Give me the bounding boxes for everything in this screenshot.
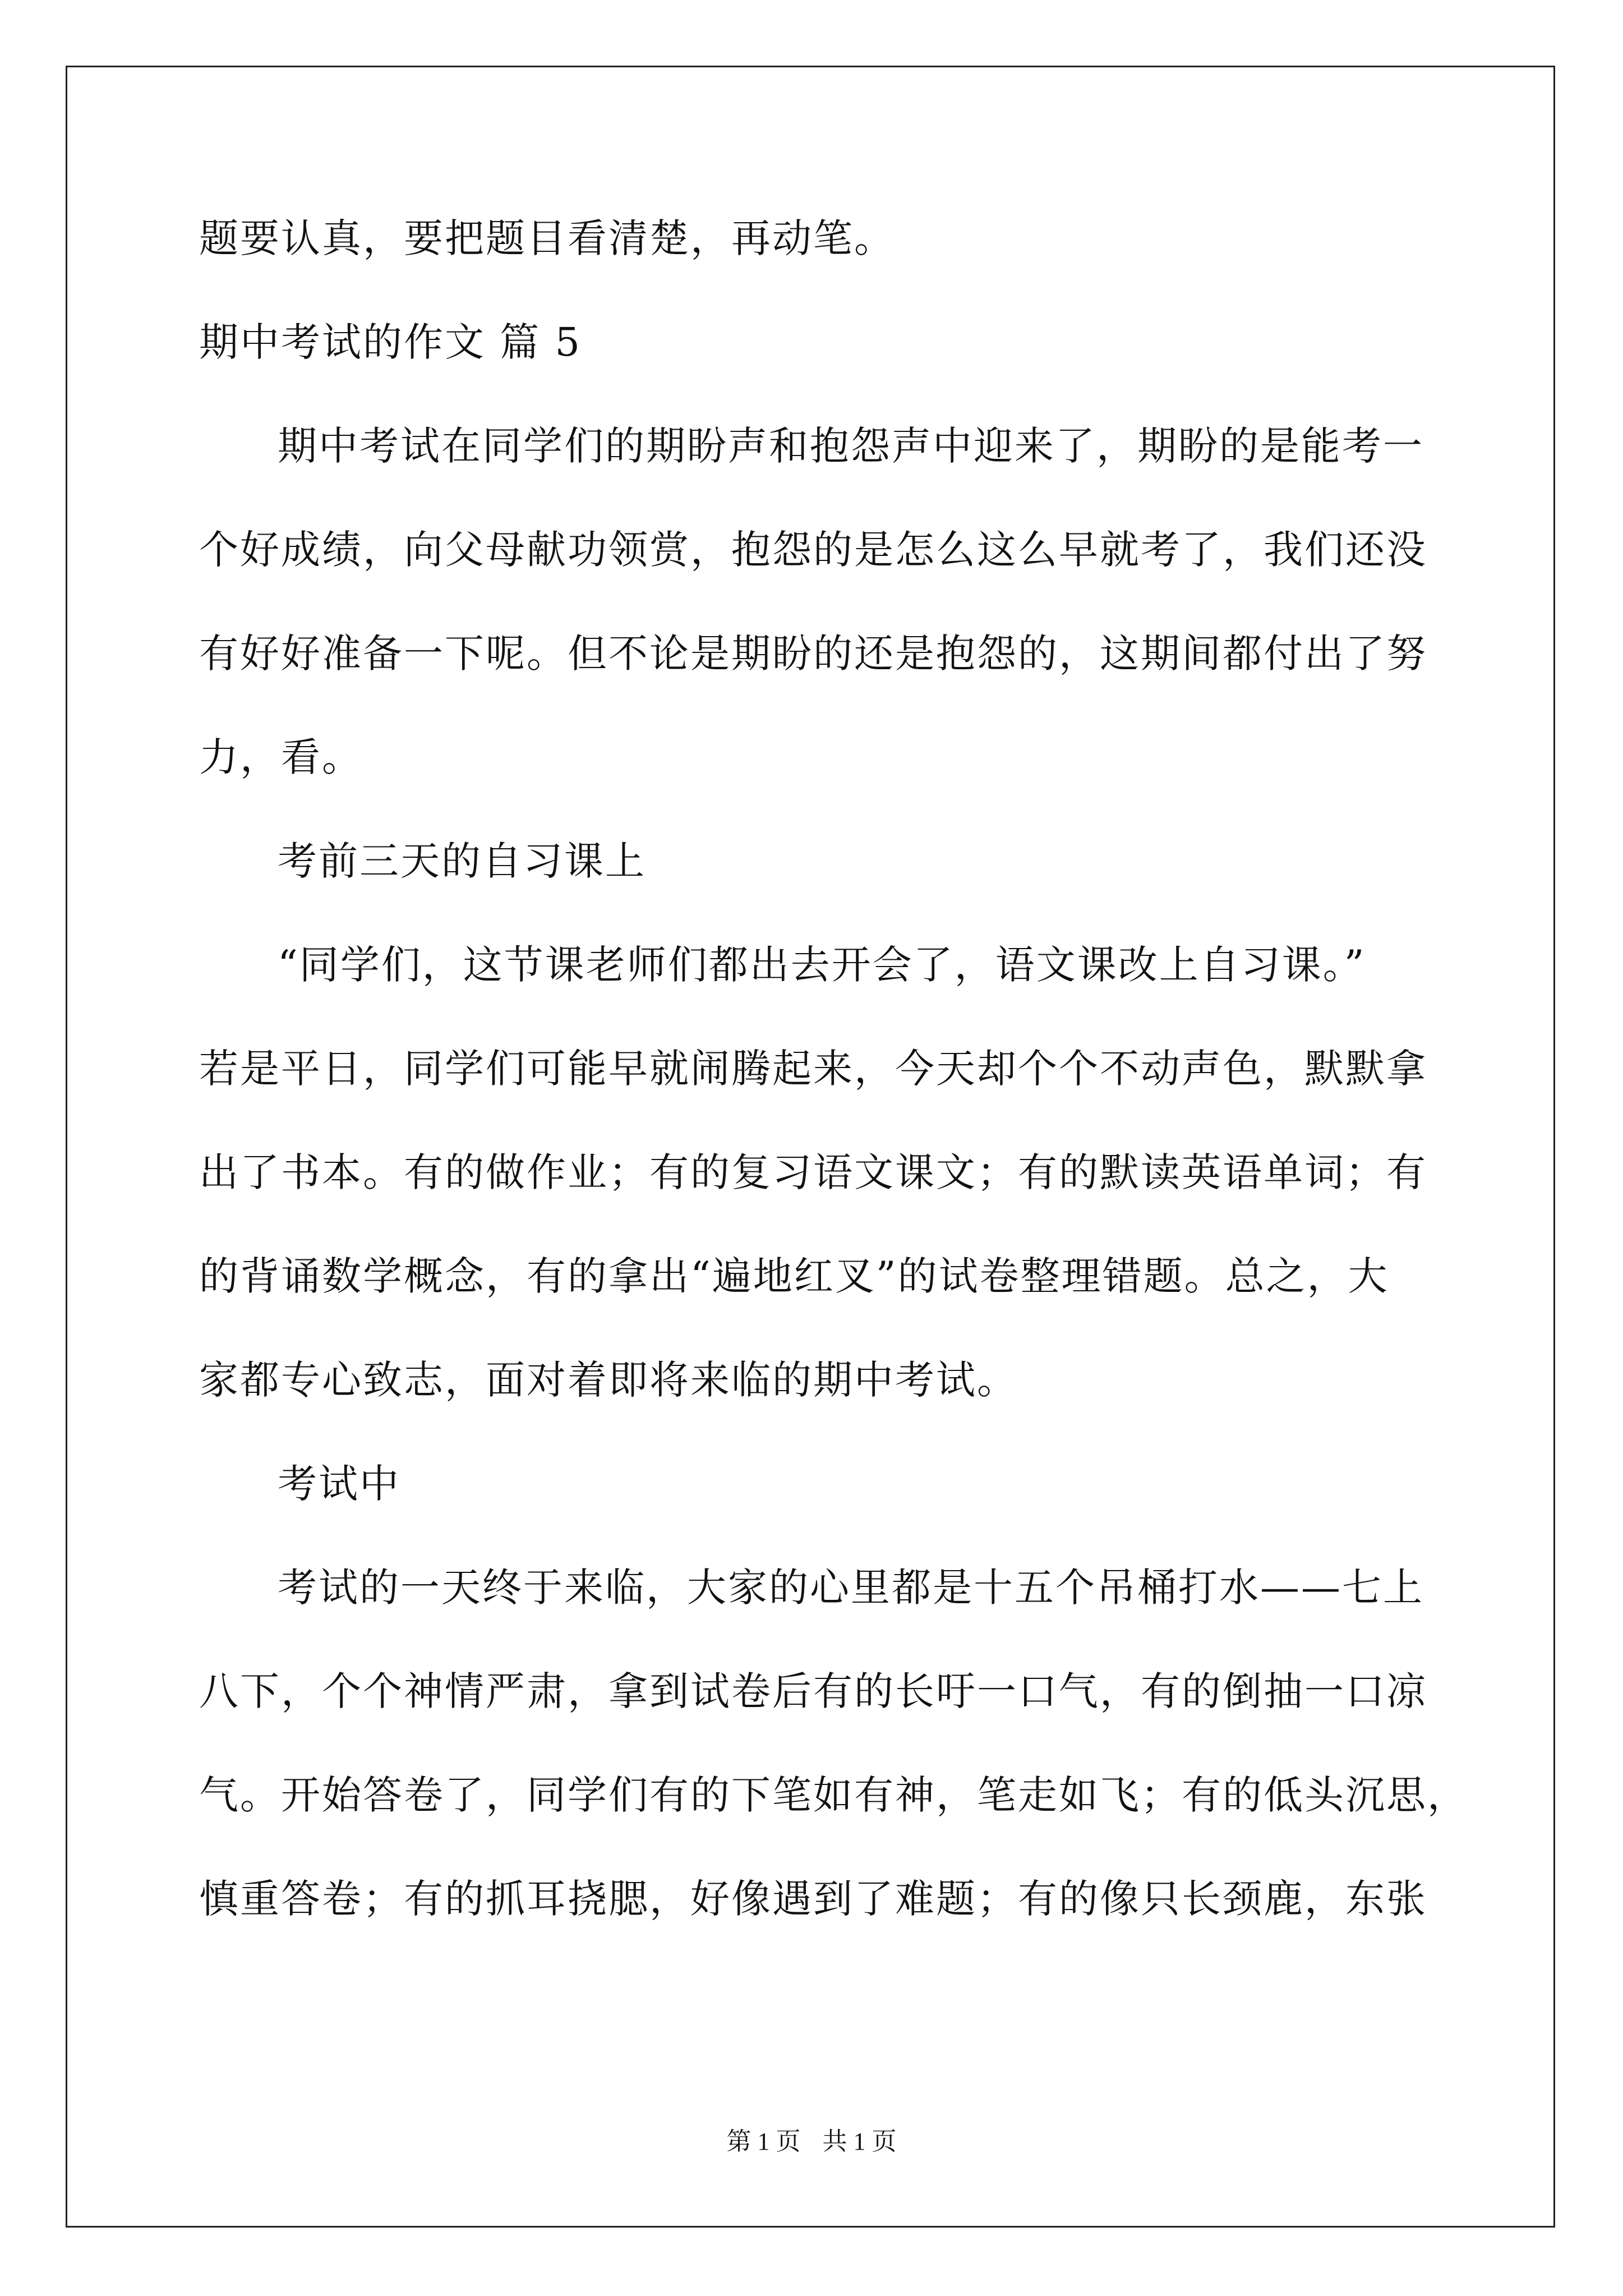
text-line: 八下，个个神情严肃，拿到试卷后有的长吁一口气，有的倒抽一口凉	[199, 1668, 1427, 1714]
text-line: 气。开始答卷了，同学们有的下笔如有神，笔走如飞；有的低头沉思，	[199, 1772, 1468, 1818]
text-line: 家都专心致志，面对着即将来临的期中考试。	[199, 1357, 1018, 1403]
page-number: 第 1 页	[726, 2128, 801, 2155]
section-heading: 期中考试的作文 篇 5	[199, 319, 582, 365]
page-total: 共 1 页	[822, 2128, 897, 2155]
text-line: 有好好准备一下呢。但不论是期盼的还是抱怨的，这期间都付出了努	[199, 631, 1427, 677]
text-line: 慎重答卷；有的抓耳挠腮，好像遇到了难题；有的像只长颈鹿，东张	[199, 1876, 1427, 1922]
text-line: 若是平日，同学们可能早就闹腾起来，今天却个个不动声色，默默拿	[199, 1046, 1427, 1092]
text-line: 个好成绩，向父母献功领赏，抱怨的是怎么这么早就考了，我们还没	[199, 527, 1427, 573]
text-line: 力，看。	[199, 734, 363, 780]
text-line: 考试的一天终于来临，大家的心里都是十五个吊桶打水——七上	[278, 1565, 1424, 1611]
text-line: “同学们，这节课老师们都出去开会了，语文课改上自习课。”	[278, 942, 1366, 988]
text-line: 题要认真，要把题目看清楚，再动笔。	[199, 215, 895, 261]
subheading: 考试中	[278, 1461, 400, 1507]
text-line: 期中考试在同学们的期盼声和抱怨声中迎来了，期盼的是能考一	[278, 423, 1424, 469]
text-line: 的背诵数学概念，有的拿出“遍地红叉”的试卷整理错题。总之，大	[199, 1253, 1389, 1299]
page-footer	[0, 2126, 1623, 2157]
subheading: 考前三天的自习课上	[278, 838, 646, 884]
text-line: 出了书本。有的做作业；有的复习语文课文；有的默读英语单词；有	[199, 1149, 1427, 1195]
